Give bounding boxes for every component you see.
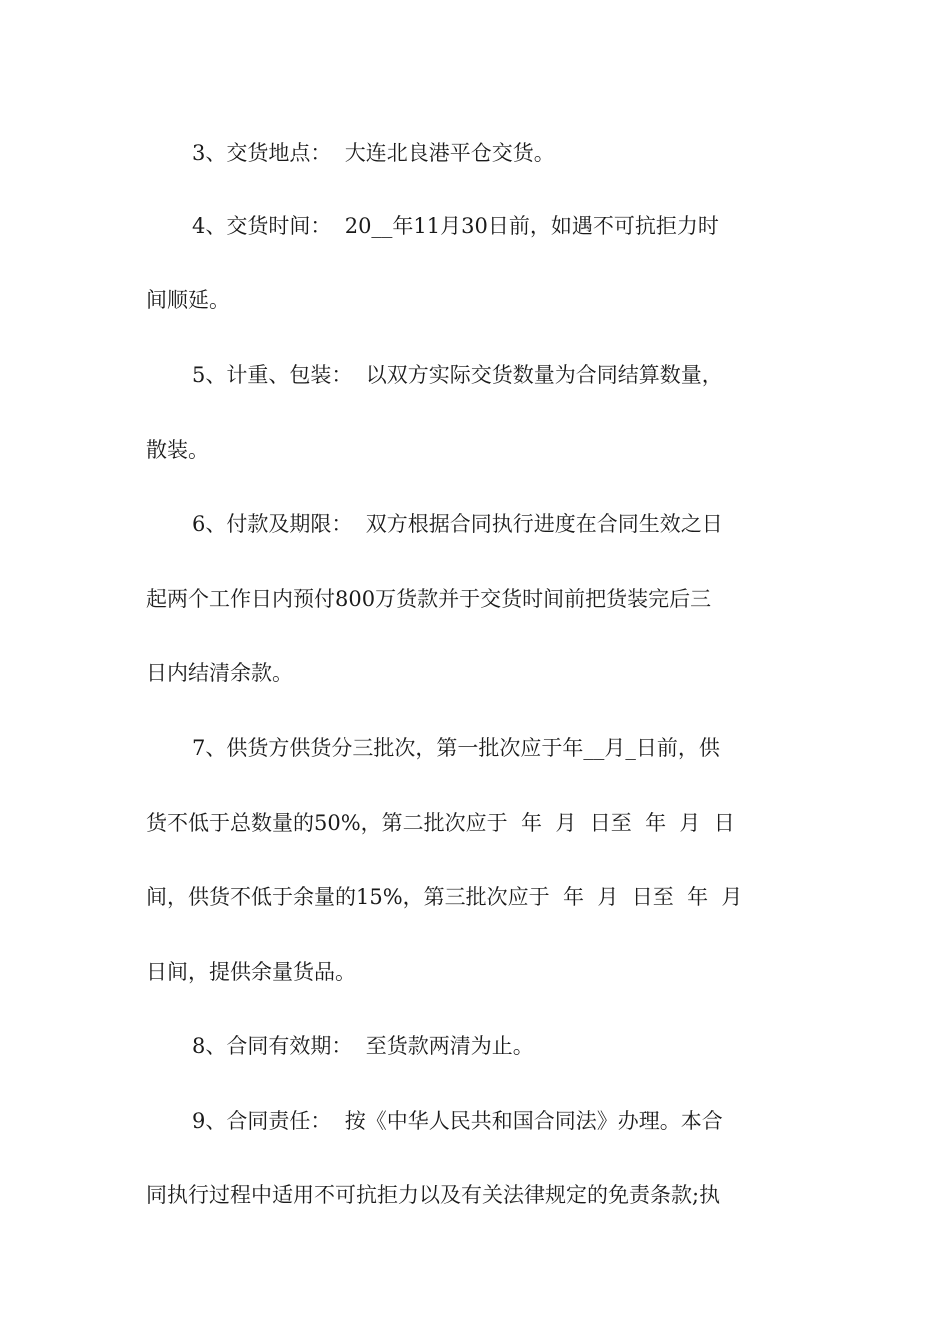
clause-4-continuation: 间顺延。 [146, 288, 230, 312]
clause-7-continuation-1: 货不低于总数量的50%，第二批次应于 年 月 日至 年 月 日 [146, 811, 735, 835]
clause-7-continuation-2: 间，供货不低于余量的15%，第三批次应于 年 月 日至 年 月 [146, 885, 743, 909]
clause-8-validity: 8、合同有效期： 至货款两清为止。 [192, 1034, 534, 1058]
clause-5-continuation: 散装。 [146, 438, 209, 462]
clause-7-supply-batches: 7、供货方供货分三批次，第一批次应于年__月_日前，供 [192, 736, 720, 760]
clause-6-continuation-2: 日内结清余款。 [146, 661, 293, 685]
clause-9-continuation: 同执行过程中适用不可抗拒力以及有关法律规定的免责条款;执 [146, 1183, 721, 1207]
clause-9-liability: 9、合同责任： 按《中华人民共和国合同法》办理。本合 [192, 1109, 723, 1133]
clause-7-continuation-3: 日间，提供余量货品。 [146, 960, 356, 984]
clause-5-weighing-packing: 5、计重、包装： 以双方实际交货数量为合同结算数量， [192, 363, 723, 387]
clause-6-payment-terms: 6、付款及期限： 双方根据合同执行进度在合同生效之日 [192, 512, 723, 536]
clause-3-delivery-place: 3、交货地点： 大连北良港平仓交货。 [192, 141, 555, 165]
clause-4-delivery-time: 4、交货时间： 20__年11月30日前，如遇不可抗拒力时 [192, 214, 719, 238]
clause-6-continuation-1: 起两个工作日内预付800万货款并于交货时间前把货装完后三 [146, 587, 712, 611]
